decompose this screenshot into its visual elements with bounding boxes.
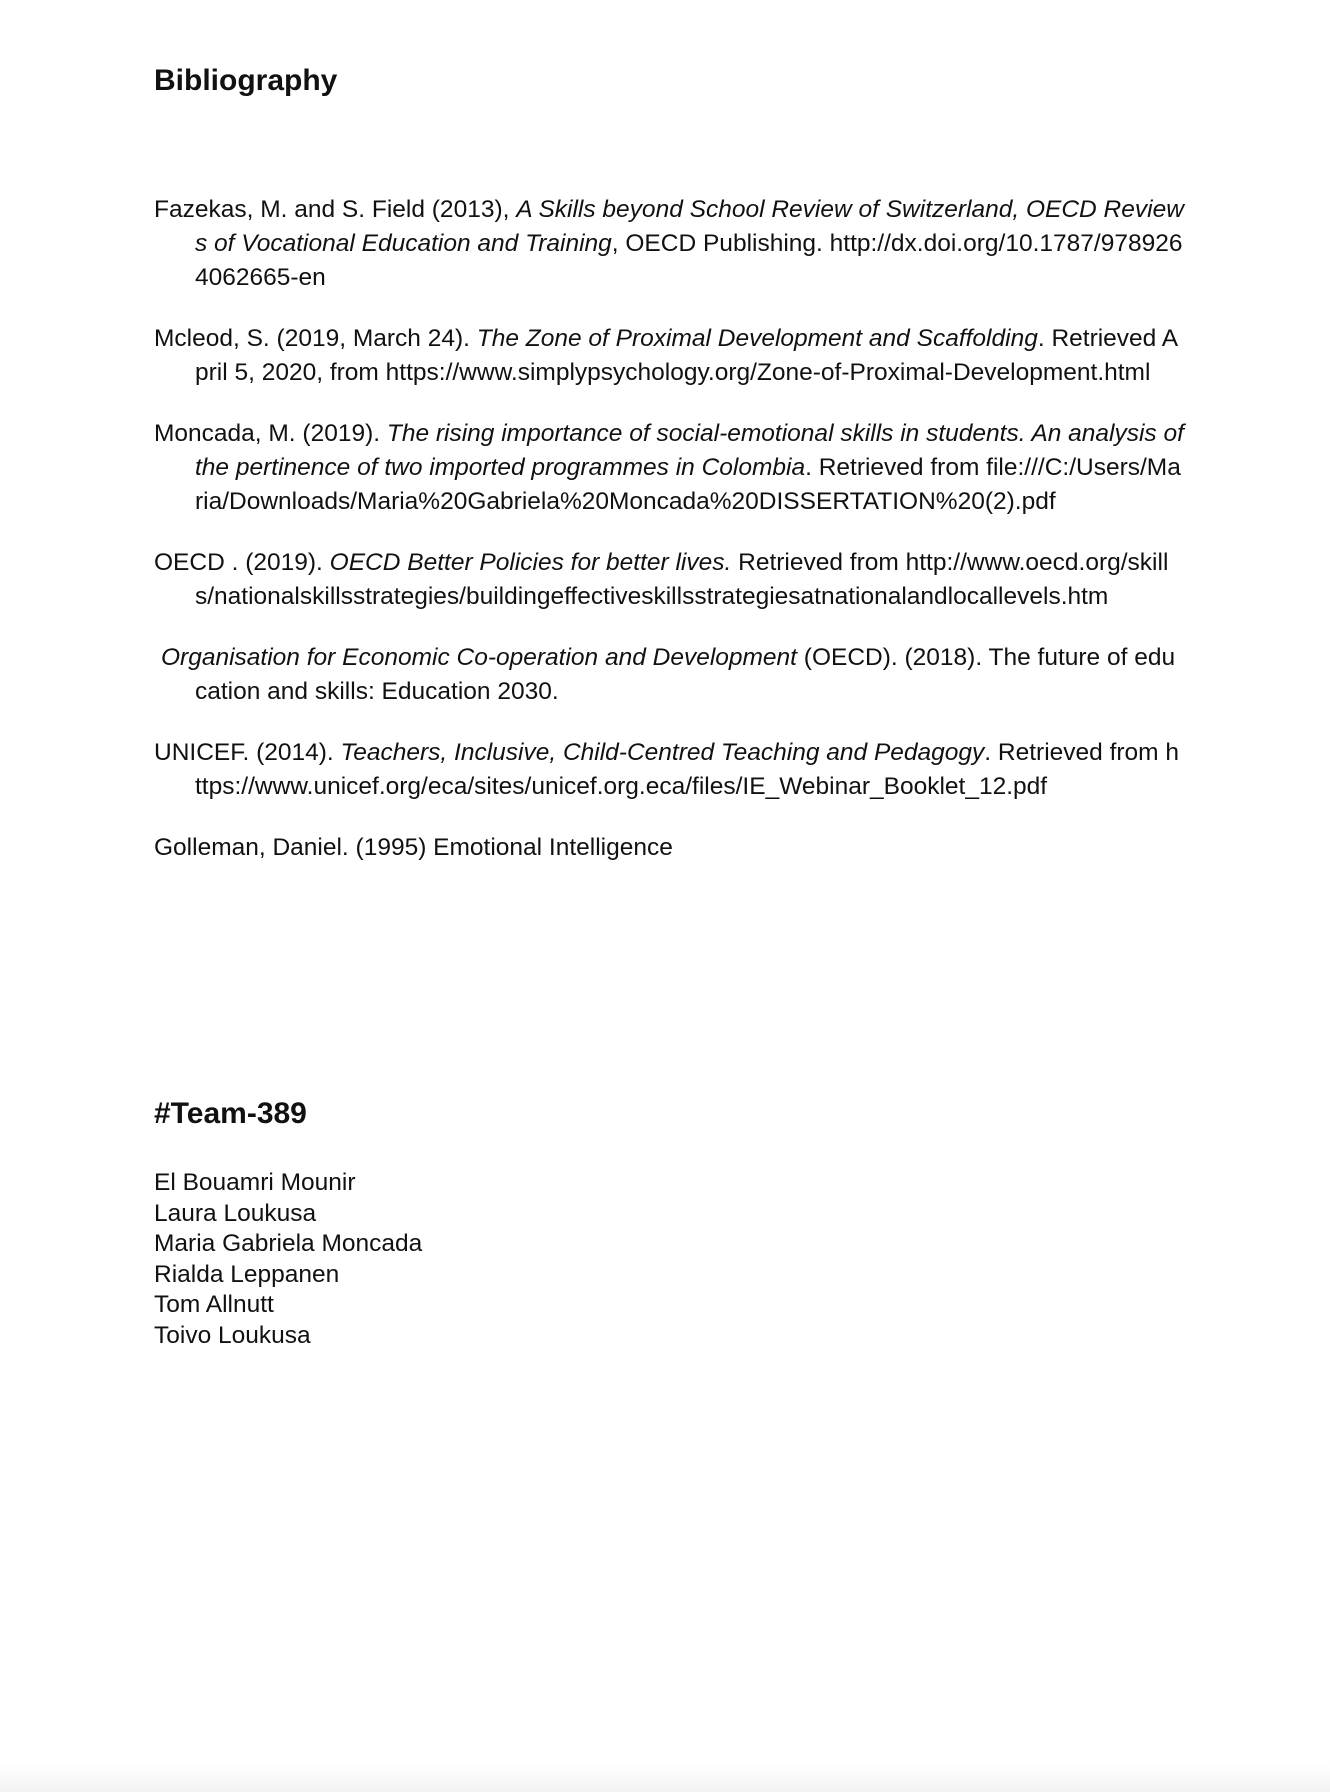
entry-title: Teachers, Inclusive, Child-Centred Teaching and Pedagogy [340, 739, 985, 766]
entry-source: . Retrieved from https://www.unicef.org/eca/sites/unicef.org.eca/files/IE_Webinar_Booklet_12.pdf [195, 739, 1180, 800]
bibliography-entry [154, 546, 1184, 614]
entry-authors: Mcleod, S. (2019, March 24). [154, 325, 477, 352]
entry-source: (OECD). (2018). The future of education and skills: Education 2030. [195, 644, 1176, 705]
entry-authors: Golleman, Daniel. (1995) Emotional Intelligence [154, 834, 673, 861]
bibliography-entry [154, 322, 1184, 390]
page-bottom-edge [0, 1764, 1330, 1792]
entry-title: OECD Better Policies for better lives. [329, 549, 732, 576]
entry-authors: Moncada, M. (2019). [154, 420, 387, 447]
team-member: Laura Loukusa [154, 1199, 317, 1227]
entry-authors: UNICEF. (2014). [154, 739, 341, 766]
team-member: Rialda Leppanen [154, 1260, 340, 1288]
team-heading: #Team-389 [154, 1097, 307, 1130]
entry-title: The Zone of Proximal Development and Scaffolding [476, 325, 1038, 352]
bibliography-entry [154, 736, 1184, 804]
team-member: Maria Gabriela Moncada [154, 1230, 423, 1257]
bibliography-entry [154, 831, 1184, 865]
bibliography-entry [161, 641, 1184, 709]
team-member-list [154, 1168, 422, 1351]
entry-source: . Retrieved April 5, 2020, from https://www.simplypsychology.org/Zone-of-Proximal-Development.html [195, 325, 1179, 386]
entry-source: Retrieved from http://www.oecd.org/skills/nationalskillsstrategies/buildingeffectiveskillsstrategiesatnationalandlocallevels.htm [195, 549, 1169, 610]
bibliography-list [154, 193, 1184, 892]
entry-authors: OECD . (2019). [154, 549, 330, 576]
team-member: Tom Allnutt [154, 1291, 274, 1318]
entry-title: A Skills beyond School Review of Switzerland, OECD Reviews of Vocational Education and Training [195, 196, 1184, 257]
team-member: Toivo Loukusa [154, 1321, 311, 1349]
entry-authors: Fazekas, M. and S. Field (2013), [154, 196, 517, 223]
bibliography-heading: Bibliography [154, 64, 338, 97]
bibliography-entry [154, 193, 1184, 295]
team-member: El Bouamri Mounir [154, 1169, 356, 1196]
entry-title: Organisation for Economic Co-operation and Development [161, 644, 797, 671]
entry-title: The rising importance of social-emotional skills in students. An analysis of the pertinence of two imported programmes in Colombia [195, 420, 1184, 481]
entry-source: , OECD Publishing. http://dx.doi.org/10.1787/9789264062665-en [195, 230, 1183, 291]
entry-source: . Retrieved from file:///C:/Users/Maria/Downloads/Maria%20Gabriela%20Moncada%20DISSERTATION%20(2).pdf [195, 454, 1181, 515]
bibliography-entry [154, 417, 1184, 519]
